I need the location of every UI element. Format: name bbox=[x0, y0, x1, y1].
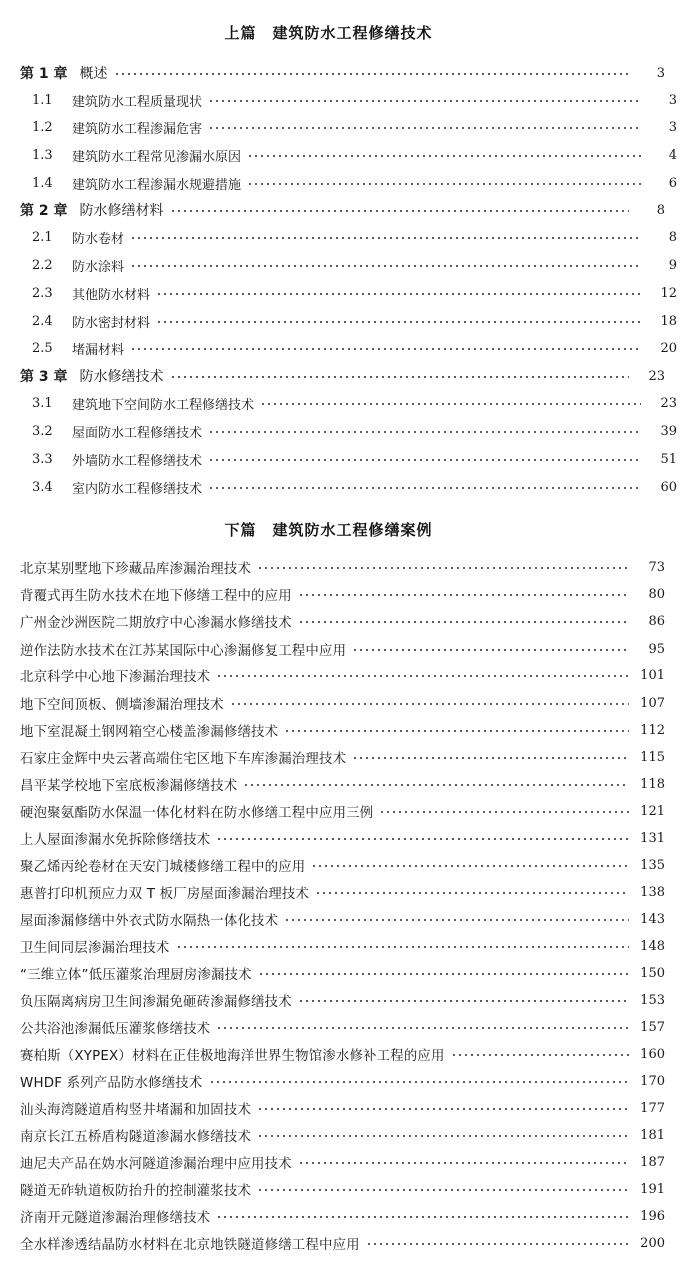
chapter-entry[interactable] bbox=[0, 365, 677, 387]
dot-leader bbox=[257, 1135, 629, 1137]
case-entry[interactable] bbox=[0, 935, 677, 957]
dot-leader bbox=[247, 183, 641, 185]
case-title: 地下空间顶板、侧墙渗漏治理技术 bbox=[20, 697, 224, 713]
dot-leader bbox=[257, 1108, 629, 1110]
case-title: 公共浴池渗漏低压灌浆修缮技术 bbox=[20, 1021, 211, 1037]
case-entry[interactable] bbox=[0, 1043, 677, 1065]
dot-leader bbox=[208, 100, 641, 102]
page-number: 135 bbox=[640, 857, 665, 873]
page-number: 12 bbox=[660, 285, 677, 301]
case-title: 南京长江五桥盾构隧道渗漏水修缮技术 bbox=[20, 1129, 252, 1145]
page-number: 101 bbox=[640, 667, 665, 683]
dot-leader bbox=[352, 649, 629, 651]
case-title: 背覆式再生防水技术在地下修缮工程中的应用 bbox=[20, 588, 292, 604]
section-title: 屋面防水工程修缮技术 bbox=[72, 425, 203, 441]
dot-leader bbox=[156, 321, 641, 323]
case-entry[interactable] bbox=[0, 583, 677, 605]
case-title: 惠普打印机预应力双 T 板厂房屋面渗漏治理技术 bbox=[20, 886, 310, 902]
chapter-title: 防水修缮技术 bbox=[79, 369, 164, 385]
page-number: 51 bbox=[660, 451, 677, 467]
section-number: 2.2 bbox=[32, 257, 53, 273]
page-number: 4 bbox=[668, 147, 677, 163]
case-title: 隧道无砟轨道板防抬升的控制灌浆技术 bbox=[20, 1183, 252, 1199]
section-number: 2.5 bbox=[32, 340, 53, 356]
page-number: 150 bbox=[640, 965, 665, 981]
page-number: 187 bbox=[640, 1154, 665, 1170]
section-title: 建筑地下空间防水工程修缮技术 bbox=[72, 397, 255, 413]
case-entry[interactable] bbox=[0, 1070, 677, 1092]
page-number: 148 bbox=[640, 938, 665, 954]
case-entry[interactable] bbox=[0, 827, 677, 849]
case-entry[interactable] bbox=[0, 1151, 677, 1173]
case-entry[interactable] bbox=[0, 773, 677, 795]
page-number: 3 bbox=[668, 119, 677, 135]
case-entry[interactable] bbox=[0, 908, 677, 930]
dot-leader bbox=[216, 838, 629, 840]
section-number: 3.4 bbox=[32, 479, 53, 495]
page-number: 95 bbox=[648, 641, 665, 657]
case-title: 聚乙烯丙纶卷材在天安门城楼修缮工程中的应用 bbox=[20, 859, 306, 875]
case-entry[interactable] bbox=[0, 1016, 677, 1038]
page-number: 143 bbox=[640, 911, 665, 927]
case-entry[interactable] bbox=[0, 719, 677, 741]
case-title: 硬泡聚氨酯防水保温一体化材料在防水修缮工程中应用三例 bbox=[20, 805, 374, 821]
page-number: 8 bbox=[668, 229, 677, 245]
dot-leader bbox=[260, 403, 641, 405]
section-entry[interactable] bbox=[0, 337, 689, 359]
dot-leader bbox=[156, 293, 641, 295]
section-entry[interactable] bbox=[0, 144, 689, 166]
page-number: 157 bbox=[640, 1019, 665, 1035]
dot-leader bbox=[216, 1027, 629, 1029]
case-entry[interactable] bbox=[0, 746, 677, 768]
chapter-title: 防水修缮材料 bbox=[79, 203, 164, 219]
dot-leader bbox=[366, 1243, 629, 1245]
dot-leader bbox=[208, 487, 641, 489]
dot-leader bbox=[170, 210, 630, 212]
chapter-title: 概述 bbox=[79, 66, 108, 82]
dot-leader bbox=[379, 811, 629, 813]
section-entry[interactable] bbox=[0, 116, 689, 138]
case-entry[interactable] bbox=[0, 556, 677, 578]
part-two-title: 下篇 建筑防水工程修缮案例 bbox=[224, 521, 433, 539]
section-title: 建筑防水工程渗漏危害 bbox=[72, 121, 203, 137]
dot-leader bbox=[209, 1081, 630, 1083]
chapter-number: 第 1 章 bbox=[20, 66, 68, 82]
case-entry[interactable] bbox=[0, 800, 677, 822]
page-number: 200 bbox=[640, 1235, 665, 1251]
chapter-number: 第 2 章 bbox=[20, 203, 68, 219]
section-entry[interactable] bbox=[0, 420, 689, 442]
section-title: 建筑防水工程渗漏水规避措施 bbox=[72, 177, 242, 193]
section-number: 1.3 bbox=[32, 147, 53, 163]
dot-leader bbox=[315, 892, 629, 894]
case-title: 全水样渗透结晶防水材料在北京地铁隧道修缮工程中应用 bbox=[20, 1237, 360, 1253]
case-title: 迪尼夫产品在妫水河隧道渗漏治理中应用技术 bbox=[20, 1156, 292, 1172]
section-entry[interactable] bbox=[0, 89, 689, 111]
dot-leader bbox=[311, 865, 629, 867]
dot-leader bbox=[243, 784, 629, 786]
case-title: 负压隔离病房卫生间渗漏免砸砖渗漏修缮技术 bbox=[20, 994, 292, 1010]
section-number: 3.2 bbox=[32, 423, 53, 439]
page-number: 3 bbox=[656, 65, 665, 81]
section-title: 外墙防水工程修缮技术 bbox=[72, 453, 203, 469]
case-entry[interactable] bbox=[0, 664, 677, 686]
case-title: 上人屋面渗漏水免拆除修缮技术 bbox=[20, 832, 211, 848]
section-title: 建筑防水工程质量现状 bbox=[72, 94, 203, 110]
page-number: 6 bbox=[668, 175, 677, 191]
page-number: 23 bbox=[648, 368, 665, 384]
page-number: 118 bbox=[640, 776, 665, 792]
dot-leader bbox=[298, 1000, 629, 1002]
page-number: 160 bbox=[640, 1046, 665, 1062]
part-one-title: 上篇 建筑防水工程修缮技术 bbox=[224, 24, 433, 42]
section-entry[interactable] bbox=[0, 448, 689, 470]
page-number: 60 bbox=[660, 479, 677, 495]
page-number: 23 bbox=[660, 395, 677, 411]
dot-leader bbox=[130, 348, 641, 350]
dot-leader bbox=[257, 567, 629, 569]
page-number: 191 bbox=[640, 1181, 665, 1197]
page-number: 107 bbox=[640, 695, 665, 711]
page-number: 115 bbox=[640, 749, 665, 765]
section-number: 1.2 bbox=[32, 119, 53, 135]
page-number: 20 bbox=[660, 340, 677, 356]
page-number: 80 bbox=[648, 586, 665, 602]
case-title: 北京某别墅地下珍藏品库渗漏治理技术 bbox=[20, 561, 252, 577]
section-entry[interactable] bbox=[0, 310, 689, 332]
page-number: 3 bbox=[668, 92, 677, 108]
dot-leader bbox=[258, 973, 629, 975]
page-number: 121 bbox=[640, 803, 665, 819]
dot-leader bbox=[208, 431, 641, 433]
dot-leader bbox=[230, 703, 629, 705]
dot-leader bbox=[176, 946, 630, 948]
case-entry[interactable] bbox=[0, 989, 677, 1011]
case-entry[interactable] bbox=[0, 881, 677, 903]
dot-leader bbox=[451, 1054, 629, 1056]
section-number: 2.4 bbox=[32, 313, 53, 329]
section-entry[interactable] bbox=[0, 282, 689, 304]
case-title: “三维立体”低压灌浆治理厨房渗漏技术 bbox=[20, 967, 252, 983]
dot-leader bbox=[216, 1216, 629, 1218]
dot-leader bbox=[247, 155, 641, 157]
page-number: 39 bbox=[660, 423, 677, 439]
chapter-entry[interactable] bbox=[0, 62, 677, 84]
case-title: 赛柏斯（XYPEX）材料在正佳极地海洋世界生物馆渗水修补工程的应用 bbox=[20, 1048, 445, 1064]
case-entry[interactable] bbox=[0, 692, 677, 714]
page-number: 138 bbox=[640, 884, 665, 900]
dot-leader bbox=[257, 1189, 629, 1191]
chapter-entry[interactable] bbox=[0, 199, 677, 221]
section-entry[interactable] bbox=[0, 476, 689, 498]
page-number: 9 bbox=[668, 257, 677, 273]
page-number: 131 bbox=[640, 830, 665, 846]
page-number: 86 bbox=[648, 613, 665, 629]
case-entry[interactable] bbox=[0, 1097, 677, 1119]
section-title: 其他防水材料 bbox=[72, 287, 151, 303]
dot-leader bbox=[130, 237, 641, 239]
section-title: 防水涂料 bbox=[72, 259, 125, 275]
dot-leader bbox=[352, 757, 629, 759]
case-title: 地下室混凝土钢网箱空心楼盖渗漏修缮技术 bbox=[20, 724, 279, 740]
case-entry[interactable] bbox=[0, 610, 677, 632]
dot-leader bbox=[216, 675, 629, 677]
section-title: 防水卷材 bbox=[72, 231, 125, 247]
case-title: 济南开元隧道渗漏治理修缮技术 bbox=[20, 1210, 211, 1226]
case-entry[interactable] bbox=[0, 1178, 677, 1200]
page-number: 18 bbox=[660, 313, 677, 329]
case-title: 石家庄金辉中央云著高端住宅区地下车库渗漏治理技术 bbox=[20, 751, 347, 767]
page-number: 112 bbox=[640, 722, 665, 738]
section-number: 3.1 bbox=[32, 395, 53, 411]
case-title: 卫生间同层渗漏治理技术 bbox=[20, 940, 170, 956]
section-entry[interactable] bbox=[0, 172, 689, 194]
dot-leader bbox=[208, 459, 641, 461]
page-number: 8 bbox=[656, 202, 665, 218]
section-number: 2.1 bbox=[32, 229, 53, 245]
section-title: 防水密封材料 bbox=[72, 315, 151, 331]
section-title: 室内防水工程修缮技术 bbox=[72, 481, 203, 497]
section-entry[interactable] bbox=[0, 392, 689, 414]
case-title: 昌平某学校地下室底板渗漏修缮技术 bbox=[20, 778, 238, 794]
case-entry[interactable] bbox=[0, 962, 677, 984]
section-entry[interactable] bbox=[0, 254, 689, 276]
page-number: 196 bbox=[640, 1208, 665, 1224]
dot-leader bbox=[298, 594, 629, 596]
section-title: 建筑防水工程常见渗漏水原因 bbox=[72, 149, 242, 165]
section-number: 1.1 bbox=[32, 92, 53, 108]
case-title: 汕头海湾隧道盾构竖井堵漏和加固技术 bbox=[20, 1102, 252, 1118]
case-entry[interactable] bbox=[0, 1124, 677, 1146]
dot-leader bbox=[284, 919, 629, 921]
page-number: 73 bbox=[648, 559, 665, 575]
dot-leader bbox=[130, 265, 641, 267]
case-entry[interactable] bbox=[0, 638, 677, 660]
case-title: 北京科学中心地下渗漏治理技术 bbox=[20, 669, 211, 685]
page-number: 181 bbox=[640, 1127, 665, 1143]
case-title: WHDF 系列产品防水修缮技术 bbox=[20, 1075, 203, 1091]
dot-leader bbox=[284, 730, 629, 732]
section-title: 堵漏材料 bbox=[72, 342, 125, 358]
page-number: 153 bbox=[640, 992, 665, 1008]
page-number: 170 bbox=[640, 1073, 665, 1089]
dot-leader bbox=[114, 73, 630, 75]
dot-leader bbox=[170, 376, 630, 378]
dot-leader bbox=[298, 621, 629, 623]
section-number: 3.3 bbox=[32, 451, 53, 467]
case-entry[interactable] bbox=[0, 1232, 677, 1254]
case-entry[interactable] bbox=[0, 854, 677, 876]
case-title: 屋面渗漏修缮中外衣式防水隔热一体化技术 bbox=[20, 913, 279, 929]
section-number: 1.4 bbox=[32, 175, 53, 191]
dot-leader bbox=[208, 127, 641, 129]
page-number: 177 bbox=[640, 1100, 665, 1116]
case-title: 广州金沙洲医院二期放疗中心渗漏水修缮技术 bbox=[20, 615, 292, 631]
section-entry[interactable] bbox=[0, 226, 689, 248]
chapter-number: 第 3 章 bbox=[20, 369, 68, 385]
section-number: 2.3 bbox=[32, 285, 53, 301]
case-title: 逆作法防水技术在江苏某国际中心渗漏修复工程中应用 bbox=[20, 643, 347, 659]
case-entry[interactable] bbox=[0, 1205, 677, 1227]
dot-leader bbox=[298, 1162, 629, 1164]
